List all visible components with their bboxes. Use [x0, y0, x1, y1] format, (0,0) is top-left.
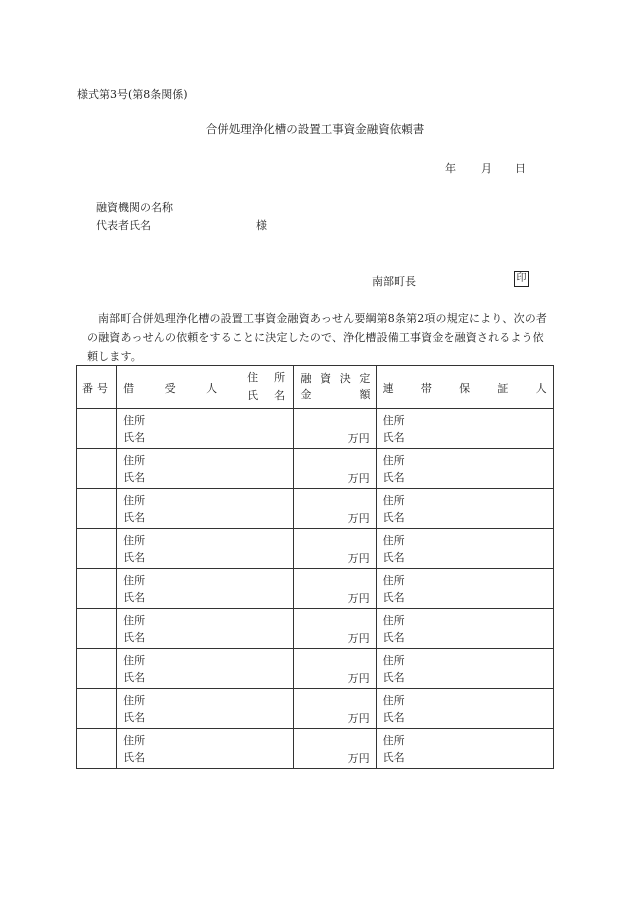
guarantor-name-label: 氏名 [382, 431, 405, 444]
header-borrower-label: 借 受 人 [123, 382, 218, 395]
header-borrower [117, 366, 294, 409]
header-amount-top-label: 融 資 決 定 [300, 372, 371, 385]
header-number [77, 366, 117, 409]
amount-unit: 万円 [347, 752, 370, 765]
guarantor-cell[interactable] [376, 489, 553, 529]
borrower-name-label: 氏名 [123, 431, 146, 444]
borrower-cell[interactable] [117, 689, 294, 729]
document-title: 合併処理浄化槽の設置工事資金融資依頼書 [205, 122, 425, 136]
date-day-label: 日 [515, 162, 526, 175]
guarantor-address-label: 住所 [382, 614, 405, 627]
borrower-name-label: 氏名 [123, 471, 146, 484]
header-number-label: 番号 [82, 382, 112, 395]
header-guarantor [376, 366, 553, 409]
borrower-table [76, 365, 554, 769]
table-row [77, 449, 554, 489]
guarantor-address-label: 住所 [382, 574, 405, 587]
row-number-cell[interactable] [77, 449, 117, 489]
guarantor-address-label: 住所 [382, 534, 405, 547]
borrower-name-label: 氏名 [123, 751, 146, 764]
table-row [77, 529, 554, 569]
row-number-cell[interactable] [77, 489, 117, 529]
amount-cell[interactable] [294, 489, 376, 529]
borrower-cell[interactable] [117, 409, 294, 449]
borrower-address-label: 住所 [123, 654, 146, 667]
guarantor-address-label: 住所 [382, 414, 405, 427]
guarantor-cell[interactable] [376, 529, 553, 569]
header-guarantor-label: 連 帯 保 証 人 [382, 382, 547, 395]
amount-cell[interactable] [294, 409, 376, 449]
guarantor-name-label: 氏名 [382, 631, 405, 644]
table-row [77, 409, 554, 449]
honorific: 様 [256, 219, 267, 232]
borrower-address-label: 住所 [123, 414, 146, 427]
guarantor-name-label: 氏名 [382, 751, 405, 764]
seal-mark: 印 [514, 271, 529, 287]
amount-cell[interactable] [294, 649, 376, 689]
table-row [77, 729, 554, 769]
sender-name: 南部町長 [372, 275, 416, 288]
header-amount [294, 366, 376, 409]
form-number: 様式第3号(第8条関係) [77, 88, 188, 101]
amount-unit: 万円 [347, 552, 370, 565]
amount-unit: 万円 [347, 632, 370, 645]
row-number-cell[interactable] [77, 409, 117, 449]
borrower-address-label: 住所 [123, 574, 146, 587]
borrower-address-label: 住所 [123, 694, 146, 707]
guarantor-cell[interactable] [376, 649, 553, 689]
guarantor-address-label: 住所 [382, 454, 405, 467]
borrower-name-label: 氏名 [123, 551, 146, 564]
borrower-name-label: 氏名 [123, 711, 146, 724]
guarantor-cell[interactable] [376, 609, 553, 649]
borrower-cell[interactable] [117, 729, 294, 769]
amount-cell[interactable] [294, 569, 376, 609]
table-row [77, 489, 554, 529]
table-row [77, 609, 554, 649]
guarantor-name-label: 氏名 [382, 671, 405, 684]
borrower-address-label: 住所 [123, 494, 146, 507]
borrower-address-label: 住所 [123, 734, 146, 747]
guarantor-address-label: 住所 [382, 694, 405, 707]
borrower-cell[interactable] [117, 649, 294, 689]
row-number-cell[interactable] [77, 729, 117, 769]
row-number-cell[interactable] [77, 529, 117, 569]
amount-cell[interactable] [294, 449, 376, 489]
header-name-label: 氏 名 [247, 389, 286, 402]
amount-unit: 万円 [347, 512, 370, 525]
guarantor-name-label: 氏名 [382, 471, 405, 484]
guarantor-cell[interactable] [376, 449, 553, 489]
guarantor-address-label: 住所 [382, 734, 405, 747]
borrower-cell[interactable] [117, 529, 294, 569]
borrower-cell[interactable] [117, 489, 294, 529]
guarantor-cell[interactable] [376, 409, 553, 449]
header-address-label: 住 所 [247, 371, 286, 384]
guarantor-cell[interactable] [376, 689, 553, 729]
amount-unit: 万円 [347, 712, 370, 725]
amount-cell[interactable] [294, 609, 376, 649]
amount-unit: 万円 [347, 592, 370, 605]
guarantor-address-label: 住所 [382, 494, 405, 507]
row-number-cell[interactable] [77, 649, 117, 689]
representative-name-label: 代表者氏名 [96, 219, 151, 232]
borrower-name-label: 氏名 [123, 631, 146, 644]
request-body-text: 南部町合併処理浄化槽の設置工事資金融資あっせん要綱第8条第2項の規定により、次の者の融資あっせんの依頼をすることに決定したので、浄化槽設備工事資金を融資されるよう依頼します。 [87, 312, 548, 363]
row-number-cell[interactable] [77, 609, 117, 649]
row-number-cell[interactable] [77, 689, 117, 729]
amount-cell[interactable] [294, 529, 376, 569]
borrower-name-label: 氏名 [123, 671, 146, 684]
borrower-name-label: 氏名 [123, 511, 146, 524]
borrower-cell[interactable] [117, 449, 294, 489]
guarantor-name-label: 氏名 [382, 591, 405, 604]
borrower-address-label: 住所 [123, 534, 146, 547]
table-row [77, 689, 554, 729]
table-row [77, 649, 554, 689]
borrower-name-label: 氏名 [123, 591, 146, 604]
guarantor-address-label: 住所 [382, 654, 405, 667]
amount-cell[interactable] [294, 689, 376, 729]
guarantor-name-label: 氏名 [382, 551, 405, 564]
date-month-label: 月 [481, 162, 492, 175]
header-amount-bottom-label: 金 額 [300, 388, 371, 401]
borrower-cell[interactable] [117, 609, 294, 649]
guarantor-cell[interactable] [376, 569, 553, 609]
guarantor-name-label: 氏名 [382, 711, 405, 724]
amount-unit: 万円 [347, 432, 370, 445]
borrower-cell[interactable] [117, 569, 294, 609]
date-year-label: 年 [445, 162, 456, 175]
table-header-row [77, 366, 554, 409]
institution-name-label: 融資機関の名称 [96, 201, 173, 214]
borrower-address-label: 住所 [123, 614, 146, 627]
amount-unit: 万円 [347, 672, 370, 685]
guarantor-cell[interactable] [376, 729, 553, 769]
guarantor-name-label: 氏名 [382, 511, 405, 524]
borrower-address-label: 住所 [123, 454, 146, 467]
amount-unit: 万円 [347, 472, 370, 485]
amount-cell[interactable] [294, 729, 376, 769]
table-row [77, 569, 554, 609]
row-number-cell[interactable] [77, 569, 117, 609]
